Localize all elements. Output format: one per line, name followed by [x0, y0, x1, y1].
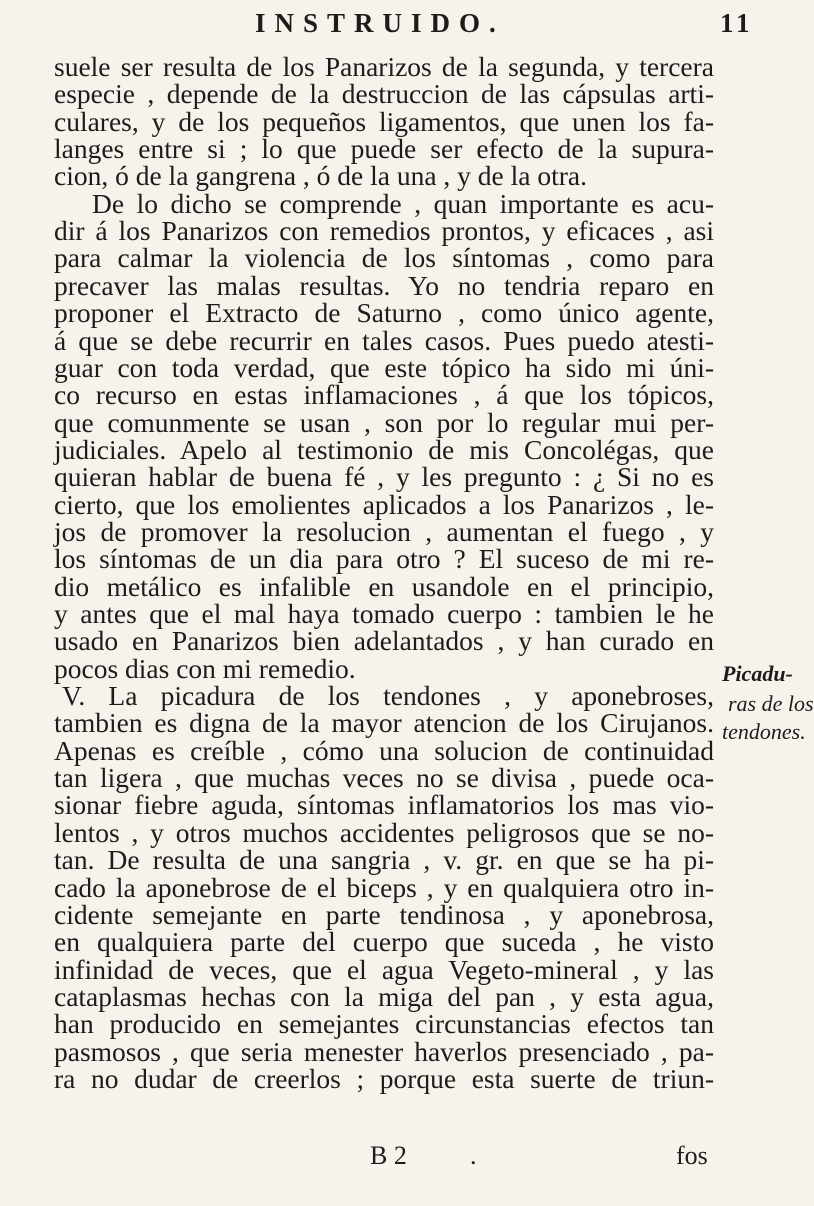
text-line: sionar fiebre aguda, síntomas inflamatorios los mas vio-: [54, 789, 714, 820]
text-line: langes entre si ; lo que puede ser efecto de la supura-: [54, 133, 714, 164]
text-line: tan. De resulta de una sangria , v. gr. en que se ha pi-: [54, 844, 714, 875]
text-line: suele ser resulta de los Panarizos de la segunda, y tercera: [54, 51, 714, 82]
text-line: guar con toda verdad, que este tópico ha sido mi úni-: [54, 352, 714, 383]
text-line: De lo dicho se comprende , quan importante es acu-: [92, 188, 714, 219]
page-footer: [0, 1141, 801, 1181]
text-line: judiciales. Apelo al testimonio de mis Concolégas, que: [54, 434, 714, 465]
text-line: para calmar la violencia de los síntomas , como para: [54, 242, 714, 273]
text-line: V. La picadura de los tendones , y aponebroses,: [62, 680, 714, 711]
margin-note-line: Picadu-: [722, 661, 793, 686]
text-line: lentos , y otros muchos accidentes peligrosos que se no-: [54, 817, 714, 848]
text-line: especie , depende de la destruccion de las cápsulas arti-: [54, 78, 714, 109]
margin-note-line: tendones.: [722, 719, 806, 744]
text-line: y antes que el mal haya tomado cuerpo : tambien le he: [54, 598, 714, 629]
text-line: han producido en semejantes circunstancias efectos tan: [54, 1008, 714, 1039]
text-line: cado la aponebrose de el biceps , y en qualquiera otro in-: [54, 872, 714, 903]
text-line: cataplasmas hechas con la miga del pan , y esta agua,: [54, 981, 714, 1012]
signature-mark: B 2: [370, 1141, 407, 1170]
text-line: los síntomas de un dia para otro ? El suceso de mi re-: [54, 543, 714, 574]
footer-dot: .: [470, 1141, 477, 1170]
text-line: pocos dias con mi remedio.: [54, 653, 356, 684]
text-line: culares, y de los pequeños ligamentos, que unen los fa-: [54, 106, 714, 137]
text-line: dir á los Panarizos con remedios prontos, y eficaces , asi: [54, 215, 714, 246]
text-line: jos de promover la resolucion , aumentan el fuego , y: [54, 516, 714, 547]
page-header: [0, 4, 801, 44]
text-line: cierto, que los emolientes aplicados a los Panarizos , le-: [54, 489, 714, 520]
text-line: usado en Panarizos bien adelantados , y han curado en: [54, 625, 714, 656]
text-line: infinidad de veces, que el agua Vegeto-mineral , y las: [54, 954, 714, 985]
catchword: fos: [676, 1141, 708, 1170]
running-head: INSTRUIDO.: [255, 8, 505, 38]
text-line: cidente semejante en parte tendinosa , y aponebrosa,: [54, 899, 714, 930]
text-line: Apenas es creíble , cómo una solucion de continuidad: [54, 735, 714, 766]
page-number: 11: [720, 8, 754, 38]
text-line: co recurso en estas inflamaciones , á que los tópicos,: [54, 379, 714, 410]
margin-note-line: ras de los: [728, 691, 814, 716]
text-line: precaver las malas resultas. Yo no tendria reparo en: [54, 270, 714, 301]
text-line: pasmosos , que seria menester haverlos presenciado , pa-: [54, 1036, 714, 1067]
text-line: dio metálico es infalible en usandole en el principio,: [54, 571, 714, 602]
text-line: proponer el Extracto de Saturno , como único agente,: [54, 297, 714, 328]
text-line: ra no dudar de creerlos ; porque esta suerte de triun-: [54, 1063, 714, 1094]
text-line: tan ligera , que muchas veces no se divisa , puede oca-: [54, 762, 714, 793]
text-line: cion, ó de la gangrena , ó de la una , y de la otra.: [54, 160, 587, 191]
text-line: quieran hablar de buena fé , y les pregunto : ¿ Si no es: [54, 461, 714, 492]
text-line: que comunmente se usan , son por lo regular mui per-: [54, 407, 714, 438]
text-line: tambien es digna de la mayor atencion de los Cirujanos.: [54, 707, 714, 738]
text-line: en qualquiera parte del cuerpo que suceda , he visto: [54, 926, 714, 957]
text-line: á que se debe recurrir en tales casos. Pues puedo atesti-: [54, 325, 714, 356]
